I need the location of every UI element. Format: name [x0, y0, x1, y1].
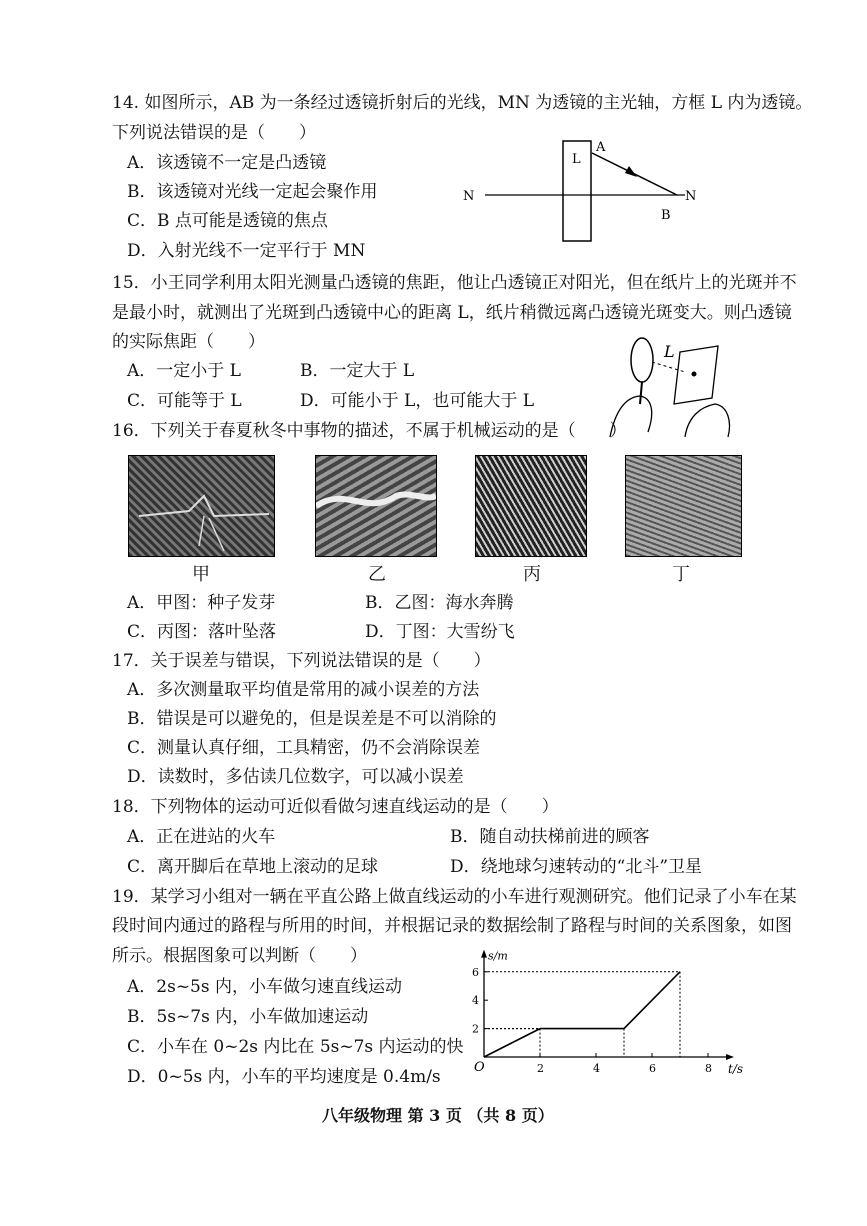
page-footer: 八年级物理 第 3 页 （共 8 页） — [322, 1106, 554, 1125]
q17-option-b: B．错误是可以避免的，但是误差是不可以消除的 — [127, 709, 497, 729]
q19-stem-line3: 所示。根据图象可以判断（ ） — [112, 946, 367, 966]
q14-label-m: N — [463, 189, 475, 204]
q16-label-jia: 甲 — [192, 564, 210, 585]
q19-stem-line2: 段时间内通过的路程与所用的时间，并根据记录的数据绘制了路程与时间的关系图象，如图 — [112, 916, 792, 936]
q16-label-bing: 丙 — [523, 564, 541, 585]
q14-option-c: C．B 点可能是透镜的焦点 — [127, 211, 328, 231]
x-tick-label: 2 — [537, 1062, 544, 1075]
q16-label-yi: 乙 — [368, 564, 386, 585]
q19-stem-line1: 19．某学习小组对一辆在平直公路上做直线运动的小车进行观测研究。他们记录了小车在某 — [112, 887, 797, 907]
q18-option-d: D．绕地球匀速转动的“北斗”卫星 — [450, 857, 703, 877]
q18-option-c: C．离开脚后在草地上滚动的足球 — [127, 857, 379, 877]
q18-option-a: A．正在进站的火车 — [127, 827, 276, 847]
q14-stem-line1: 14. 如图所示，AB 为一条经过透镜折射后的光线，MN 为透镜的主光轴，方框 L 内为透镜。 — [112, 93, 813, 113]
q14-label-n: N — [685, 189, 697, 204]
q15-stem-line1: 15．小王同学利用太阳光测量凸透镜的焦距，他让凸透镜正对阳光，但在纸片上的光斑并不 — [112, 273, 797, 293]
series-segment — [624, 972, 680, 1029]
x-tick-label: 8 — [705, 1062, 712, 1075]
y-tick-label: 4 — [472, 994, 479, 1008]
x-axis-label: t/s — [728, 1062, 744, 1076]
q16-option-b: B．乙图：海水奔腾 — [365, 593, 514, 613]
q17-stem: 17．关于误差与错误，下列说法错误的是（ ） — [112, 651, 491, 671]
q15-option-d: D．可能小于 L，也可能大于 L — [300, 391, 535, 411]
q16-option-a: A．甲图：种子发芽 — [127, 593, 276, 613]
q15-option-b: B．一定大于 L — [300, 361, 415, 381]
q19-st-chart — [460, 945, 750, 1080]
x-tick-label: 6 — [649, 1062, 656, 1075]
q15-option-a: A．一定小于 L — [127, 361, 241, 381]
q17-option-c: C．测量认真仔细，工具精密，仍不会消除误差 — [127, 738, 481, 758]
q14-label-a: A — [596, 140, 606, 155]
q15-stem-line2: 是最小时，就测出了光斑到凸透镜中心的距离 L，纸片稍微远离凸透镜光斑变大。则凸透镜 — [112, 303, 792, 323]
q14-stem-line2: 下列说法错误的是（ ） — [112, 123, 316, 143]
q15-stem-line3: 的实际焦距（ ） — [112, 332, 265, 352]
x-tick-label: 4 — [593, 1062, 600, 1075]
q14-option-b: B．该透镜对光线一定起会聚作用 — [127, 182, 378, 202]
y-axis-arrow — [481, 950, 487, 958]
q19-option-a: A．2s~5s 内，小车做匀速直线运动 — [127, 977, 403, 997]
origin-label: O — [474, 1060, 485, 1075]
series-segment — [484, 1029, 540, 1057]
q16-photo-jia — [128, 455, 275, 557]
q19-option-d: D．0~5s 内，小车的平均速度是 0.4m/s — [127, 1067, 441, 1087]
q16-option-d: D．丁图：大雪纷飞 — [365, 622, 515, 642]
q14-option-d: D．入射光线不一定平行于 MN — [127, 241, 366, 261]
q17-option-a: A．多次测量取平均值是常用的减小误差的方法 — [127, 680, 480, 700]
q14-lens-figure — [455, 135, 715, 245]
q19-option-b: B．5s~7s 内，小车做加速运动 — [127, 1007, 369, 1027]
y-axis-label: s/m — [488, 949, 508, 963]
q15-label-l: L — [664, 342, 675, 361]
q16-photo-ding — [625, 455, 742, 557]
q16-stem: 16．下列关于春夏秋冬中事物的描述，不属于机械运动的是（ ） — [112, 421, 627, 441]
q14-label-l: L — [572, 152, 581, 167]
q18-stem: 18．下列物体的运动可近似看做匀速直线运动的是（ ） — [112, 797, 559, 817]
y-tick-label: 6 — [472, 965, 479, 979]
q16-photo-bing — [475, 455, 587, 557]
q14-option-a: A．该透镜不一定是凸透镜 — [127, 153, 327, 173]
q16-label-ding: 丁 — [672, 564, 690, 585]
q16-option-c: C．丙图：落叶坠落 — [127, 622, 277, 642]
q14-label-b: B — [661, 208, 671, 223]
x-axis-arrow — [726, 1054, 734, 1060]
q17-option-d: D．读数时，多估读几位数字，可以减小误差 — [127, 767, 464, 787]
q19-option-c: C．小车在 0~2s 内比在 5s~7s 内运动的快 — [127, 1037, 464, 1057]
q16-photo-yi — [315, 455, 437, 557]
y-tick-label: 2 — [472, 1022, 479, 1036]
q15-option-c: C．可能等于 L — [127, 391, 242, 411]
q18-option-b: B．随自动扶梯前进的顾客 — [450, 827, 650, 847]
